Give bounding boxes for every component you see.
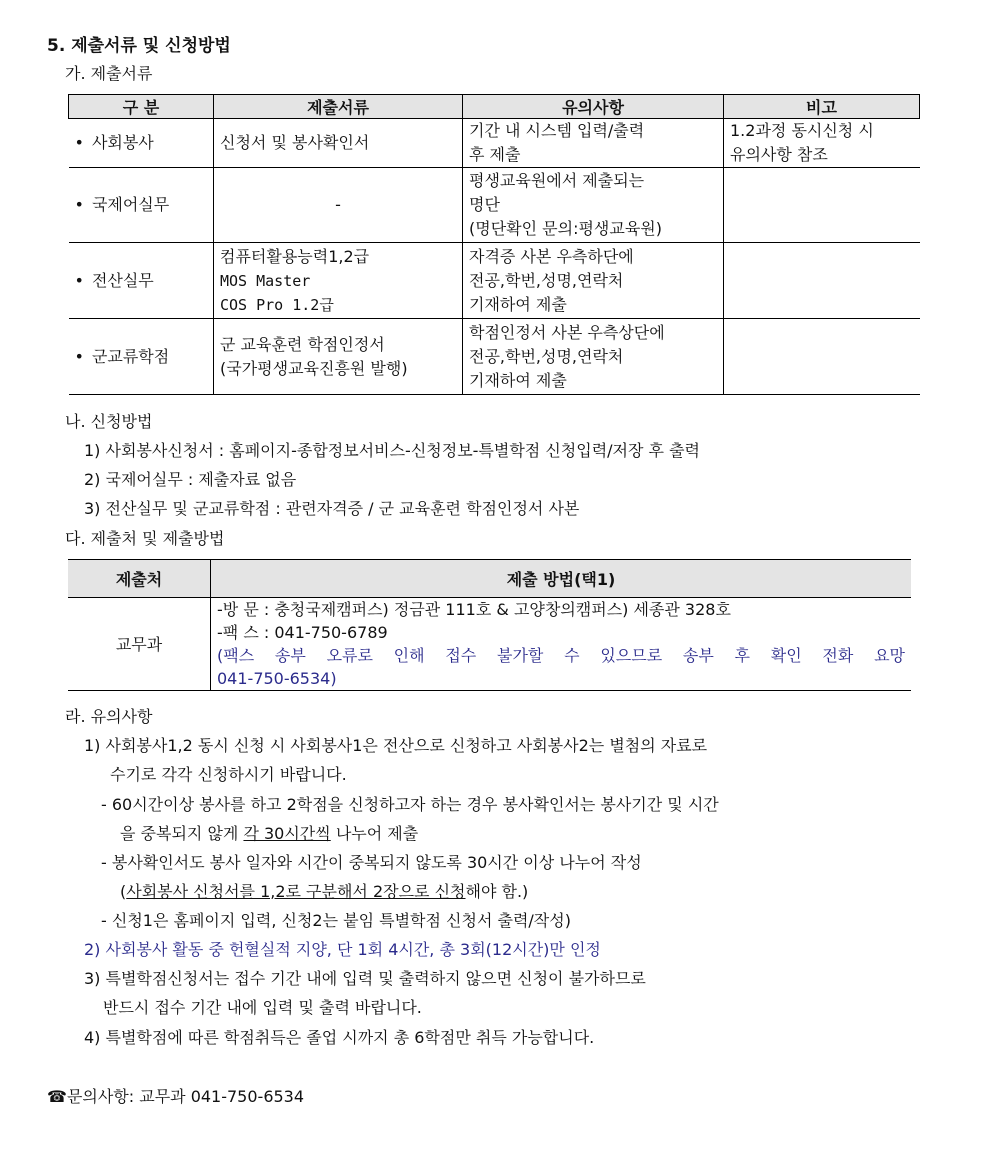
- notes-line: (명단확인 문의:평생교육원): [469, 219, 662, 238]
- notes-line: 학점인정서 사본 우측상단에: [469, 322, 665, 342]
- contact-line: [47, 1084, 304, 1107]
- place-cell: 교무과: [68, 598, 211, 691]
- text-span: 해야 함.): [465, 882, 529, 901]
- table-header-row: [68, 560, 911, 598]
- list-item: 4) 특별학점에 따른 학점취득은 졸업 시까지 총 6학점만 취득 가능합니다.: [84, 1028, 595, 1047]
- remark-line: 유의사항 참조: [730, 145, 828, 164]
- list-item: 수기로 각각 신청하시기 바랍니다.: [110, 765, 347, 784]
- phone-icon: ☎: [47, 1087, 67, 1106]
- header-notes: 유의사항: [463, 95, 724, 119]
- list-item: - 봉사확인서도 봉사 일자와 시간이 중복되지 않도록 30시간 이상 나누어 작성: [101, 853, 642, 872]
- category-cell: • 국제어실무: [75, 195, 170, 214]
- notes-line: 기재하여 제출: [469, 294, 567, 314]
- list-item: 3) 특별학점신청서는 접수 기간 내에 입력 및 출력하지 않으면 신청이 불가하므로: [84, 969, 646, 988]
- header-place: 제출처: [68, 560, 211, 598]
- docs-line: 컴퓨터활용능력1,2급: [220, 246, 370, 266]
- subsection-na-title: 나. 신청방법: [65, 412, 153, 431]
- header-remark: 비고: [724, 95, 920, 119]
- list-item: [120, 821, 418, 844]
- fax-note-phone: 041-750-6534): [217, 669, 337, 688]
- notes-line: 전공,학번,성명,연락처: [469, 270, 624, 290]
- underlined-text: 각 30시간씩: [243, 824, 331, 843]
- table-row: [69, 168, 920, 243]
- category-cell: • 사회봉사: [75, 133, 154, 152]
- list-item: - 60시간이상 봉사를 하고 2학점을 신청하고자 하는 경우 봉사확인서는 봉사기간 및 시간: [101, 795, 719, 814]
- header-docs: 제출서류: [214, 95, 463, 119]
- table-row: [69, 243, 920, 319]
- subsection-da-title: 다. 제출처 및 제출방법: [65, 529, 225, 548]
- fax-note: (팩스 송부 오류로 인해 접수 불가할 수 있으므로 송부 후 확인 전화 요망: [217, 646, 905, 665]
- text-span: 나누어 제출: [330, 824, 419, 843]
- notes-line: 후 제출: [469, 145, 521, 164]
- list-item: 반드시 접수 기간 내에 입력 및 출력 바랍니다.: [103, 998, 422, 1017]
- list-item: 2) 사회봉사 활동 중 헌혈실적 지양, 단 1회 4시간, 총 3회(12시간)만 인정: [84, 940, 601, 959]
- notes-line: 명단: [469, 195, 500, 214]
- header-category: 구 분: [69, 95, 214, 119]
- notes-line: 평생교육원에서 제출되는: [469, 171, 645, 190]
- notes-line: 자격증 사본 우측하단에: [469, 246, 634, 266]
- list-item: 3) 전산실무 및 군교류학점 : 관련자격증 / 군 교육훈련 학점인정서 사본: [84, 499, 580, 518]
- docs-line: 군 교육훈련 학점인정서: [220, 334, 385, 354]
- docs-line: MOS Master: [220, 271, 311, 290]
- list-item: [120, 879, 528, 902]
- docs-line: 신청서 및 봉사확인서: [220, 133, 370, 152]
- header-method: 제출 방법(택1): [211, 560, 912, 598]
- notes-line: 기간 내 시스템 입력/출력: [469, 121, 645, 140]
- notes-line: 기재하여 제출: [469, 370, 567, 390]
- table-row: [69, 119, 920, 168]
- remark-line: 1.2과정 동시신청 시: [730, 121, 874, 140]
- subsection-ga-title: 가. 제출서류: [65, 64, 153, 83]
- text-span: (: [120, 882, 127, 901]
- submission-method-table: [68, 559, 911, 691]
- method-fax: -팩 스 : 041-750-6789: [217, 623, 388, 642]
- text-span: 을 중복되지 않게: [120, 824, 244, 843]
- list-item: 2) 국제어실무 : 제출자료 없음: [84, 470, 297, 489]
- subsection-ra-title: 라. 유의사항: [65, 707, 153, 726]
- docs-line: COS Pro 1.2급: [220, 295, 334, 314]
- method-visit: -방 문 : 충청국제캠퍼스) 정금관 111호 & 고양창의캠퍼스) 세종관 328호: [217, 600, 731, 619]
- category-cell: • 전산실무: [75, 271, 154, 290]
- category-cell: • 군교류학점: [75, 347, 170, 366]
- underlined-text: 사회봉사 신청서를 1,2로 구분해서 2장으로 신청: [126, 882, 466, 901]
- list-item: 1) 사회봉사신청서 : 홈페이지-종합정보서비스-신청정보-특별학점 신청입력/저장 후 출력: [84, 441, 700, 460]
- list-item: 1) 사회봉사1,2 동시 신청 시 사회봉사1은 전산으로 신청하고 사회봉사2는 별첨의 자료로: [84, 736, 708, 755]
- docs-line: (국가평생교육진흥원 발행): [220, 358, 408, 378]
- list-item: - 신청1은 홈페이지 입력, 신청2는 붙임 특별학점 신청서 출력/작성): [101, 911, 571, 930]
- table-row: [68, 598, 911, 691]
- submission-documents-table: [68, 94, 920, 395]
- notes-line: 전공,학번,성명,연락처: [469, 346, 624, 366]
- table-header-row: [69, 95, 920, 119]
- contact-text: 문의사항: 교무과 041-750-6534: [66, 1087, 305, 1106]
- table-row: [69, 319, 920, 395]
- section-title: 5. 제출서류 및 신청방법: [47, 36, 231, 56]
- docs-line: -: [335, 195, 341, 214]
